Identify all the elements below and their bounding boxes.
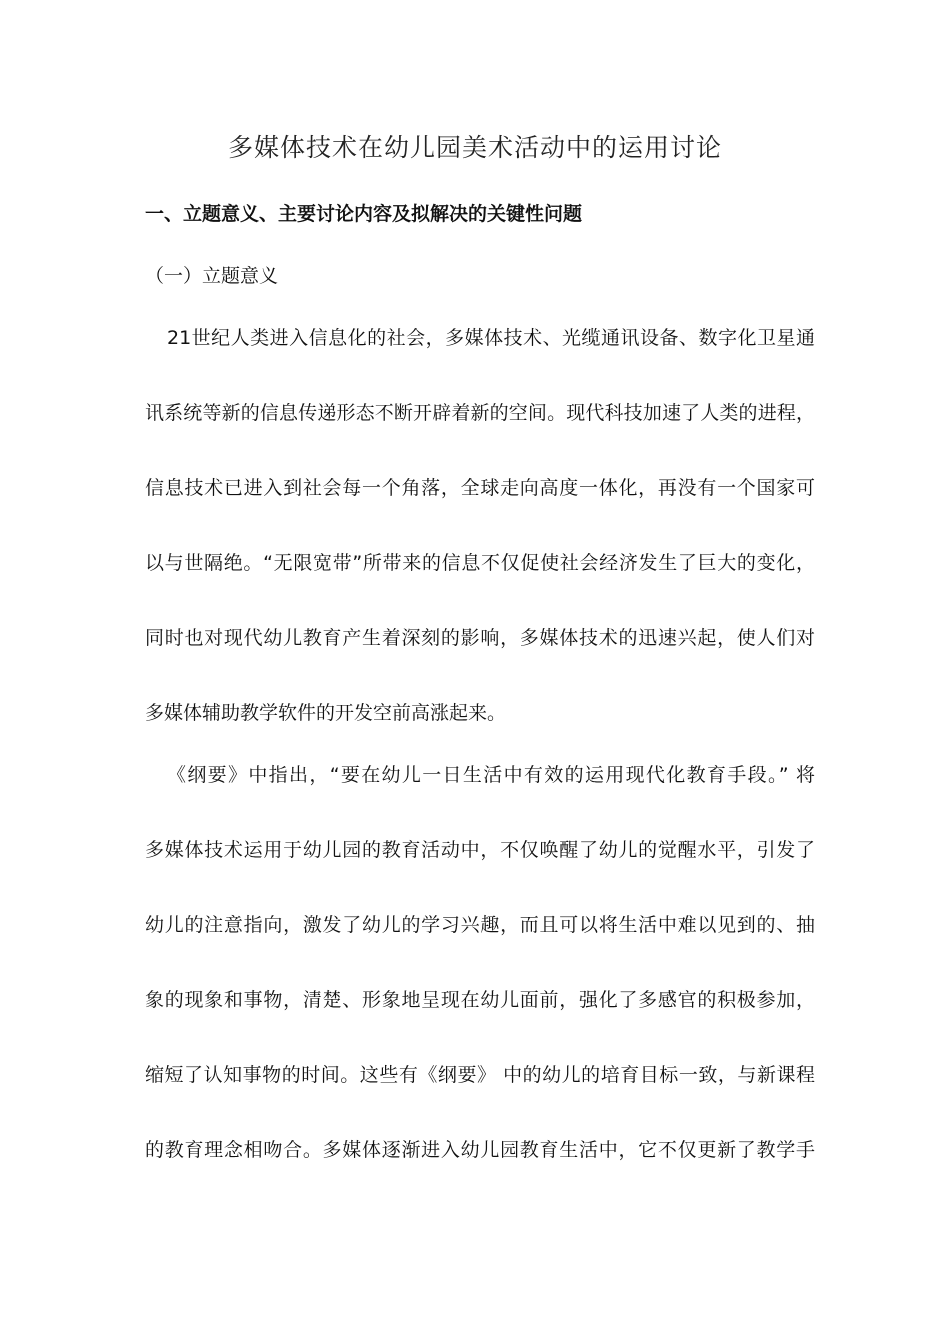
paragraph-2-line: 象的现象和事物，清楚、形象地呈现在幼儿面前，强化了多感官的积极参加， xyxy=(145,989,815,1011)
document-title: 多媒体技术在幼儿园美术活动中的运用讨论 xyxy=(227,133,722,162)
paragraph-1-line: 21世纪人类进入信息化的社会，多媒体技术、光缆通讯设备、数字化卫星通 xyxy=(167,327,815,349)
paragraph-2-line: 缩短了认知事物的时间。这些有《纲要》 中的幼儿的培育目标一致，与新课程 xyxy=(145,1064,815,1086)
paragraph-1-line: 同时也对现代幼儿教育产生着深刻的影响，多媒体技术的迅速兴起，使人们对 xyxy=(145,627,815,649)
paragraph-1-line: 多媒体辅助教学软件的开发空前高涨起来。 xyxy=(145,702,507,724)
paragraph-1-line: 信息技术已进入到社会每一个角落，全球走向高度一体化，再没有一个国家可 xyxy=(145,477,815,499)
paragraph-1-line: 以与世隔绝。“无限宽带”所带来的信息不仅促使社会经济发生了巨大的变化， xyxy=(145,552,815,574)
paragraph-2-line: 《纲要》中指出，“要在幼儿一日生活中有效的运用现代化教育手段。” 将 xyxy=(167,764,815,786)
paragraph-2-line: 的教育理念相吻合。多媒体逐渐进入幼儿园教育生活中，它不仅更新了教学手 xyxy=(145,1139,815,1161)
paragraph-2-line: 幼儿的注意指向，激发了幼儿的学习兴趣，而且可以将生活中难以见到的、抽 xyxy=(145,914,815,936)
section-heading: 一、立题意义、主要讨论内容及拟解决的关键性问题 xyxy=(145,203,583,225)
subsection-heading: （一）立题意义 xyxy=(145,265,279,287)
paragraph-1-line: 讯系统等新的信息传递形态不断开辟着新的空间。现代科技加速了人类的进程， xyxy=(145,402,815,424)
paragraph-2-line: 多媒体技术运用于幼儿园的教育活动中，不仅唤醒了幼儿的觉醒水平，引发了 xyxy=(145,839,815,861)
